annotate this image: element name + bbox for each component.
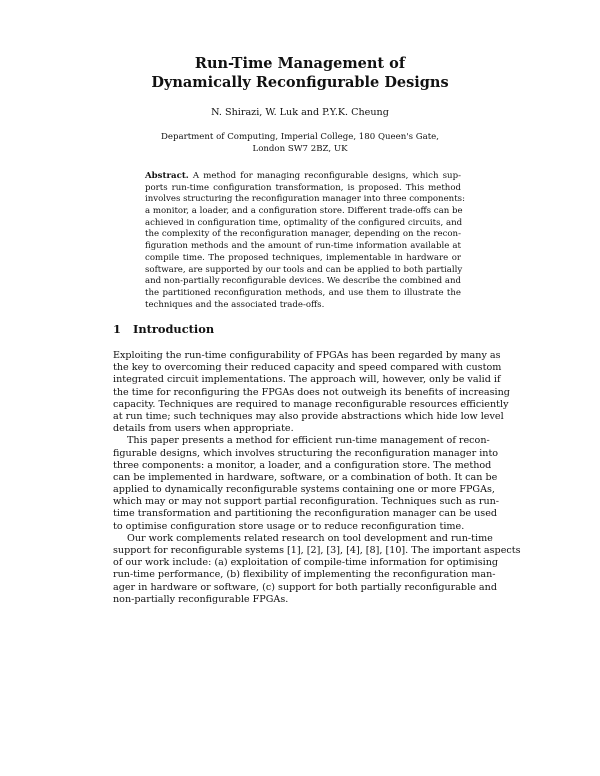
abstract-line: and non-partially reconfigurable devices. We describe the combined and	[145, 276, 462, 287]
body-line: non-partially reconfigurable FPGAs.	[113, 593, 289, 605]
body-line: at run time; such techniques may also provide abstractions which hide low level	[113, 410, 504, 422]
body-line: ager in hardware or software, (c) support for both partially reconfigurable and	[113, 581, 497, 593]
body-line: Exploiting the run-time configurability of FPGAs has been regarded by many as	[113, 350, 501, 361]
body-line: can be implemented in hardware, software, or a combination of both. It can be	[113, 471, 498, 483]
title-line: Dynamically Reconfigurable Designs	[151, 74, 449, 91]
introduction-body	[113, 350, 521, 606]
abstract-line: achieved in configuration time, optimality of the configured circuits, and	[145, 217, 463, 228]
body-line: Our work complements related research on tool development and run-time	[127, 532, 493, 544]
body-line: capacity. Techniques are required to manage reconfigurable resources efficiently	[113, 398, 509, 410]
abstract-line: software, are supported by our tools and can be applied to both partially	[145, 264, 463, 275]
body-line: to optimise configuration store usage or to reduce reconfiguration time.	[113, 520, 465, 532]
abstract-line: involves structuring the reconfiguration manager into three components:	[145, 194, 465, 205]
paragraph	[113, 532, 521, 606]
abstract-line: ports run-time configuration transformation, is proposed. This method	[145, 182, 461, 193]
abstract-line-text: A method for managing reconfigurable designs, which sup-	[192, 171, 461, 181]
body-line: three components: a monitor, a loader, and a configuration store. The method	[113, 459, 492, 471]
abstract-line: the partitioned reconfiguration methods, and use them to illustrate the	[145, 287, 461, 298]
body-line: figurable designs, which involves structuring the reconfiguration manager into	[113, 447, 499, 459]
body-line: the key to overcoming their reduced capacity and speed compared with custom	[113, 362, 502, 374]
paragraph	[113, 350, 510, 435]
body-line: run-time performance, (b) flexibility of implementing the reconfiguration man-	[113, 569, 496, 581]
abstract-line: figuration methods and the amount of run-time information available at	[145, 241, 461, 252]
abstract	[145, 171, 465, 311]
body-line: support for reconfigurable systems [1], [2], [3], [4], [8], [10]. The important aspects	[113, 545, 521, 556]
abstract-line: techniques and the associated trade-offs.	[145, 299, 325, 310]
paper-title	[0, 54, 600, 92]
affiliation-line: Department of Computing, Imperial College, 180 Queen's Gate,	[161, 132, 439, 142]
section-heading	[113, 322, 214, 337]
body-line: time transformation and partitioning the reconfiguration manager can be used	[113, 508, 498, 520]
abstract-line: compile time. The proposed techniques, implementable in hardware or	[145, 252, 461, 263]
section-title: Introduction	[133, 322, 215, 336]
abstract-line: a monitor, a loader, and a configuration store. Different trade-offs can be	[145, 206, 463, 217]
body-line: integrated circuit implementations. The approach will, however, only be valid if	[113, 374, 501, 386]
paper-authors: N. Shirazi, W. Luk and P.Y.K. Cheung	[211, 107, 389, 118]
affiliation-line: London SW7 2BZ, UK	[252, 144, 348, 154]
body-line: the time for reconfiguring the FPGAs does not outweigh its benefits of increasing	[113, 386, 510, 398]
paragraph	[113, 435, 500, 533]
body-line: applied to dynamically reconfigurable systems containing one or more FPGAs,	[113, 484, 495, 496]
body-line: which may or may not support partial reconfiguration. Techniques such as run-	[113, 496, 500, 508]
title-line: Run-Time Management of	[194, 55, 406, 72]
paper-affiliation	[0, 131, 600, 155]
body-line: details from users when appropriate.	[113, 423, 294, 435]
body-line: of our work include: (a) exploitation of compile-time information for optimising	[113, 557, 499, 569]
body-line: This paper presents a method for efficient run-time management of recon-	[127, 435, 490, 447]
abstract-line	[145, 171, 461, 183]
abstract-label: Abstract.	[145, 171, 189, 181]
section-number: 1	[113, 322, 121, 336]
abstract-line: the complexity of the reconfiguration manager, depending on the recon-	[145, 229, 461, 240]
